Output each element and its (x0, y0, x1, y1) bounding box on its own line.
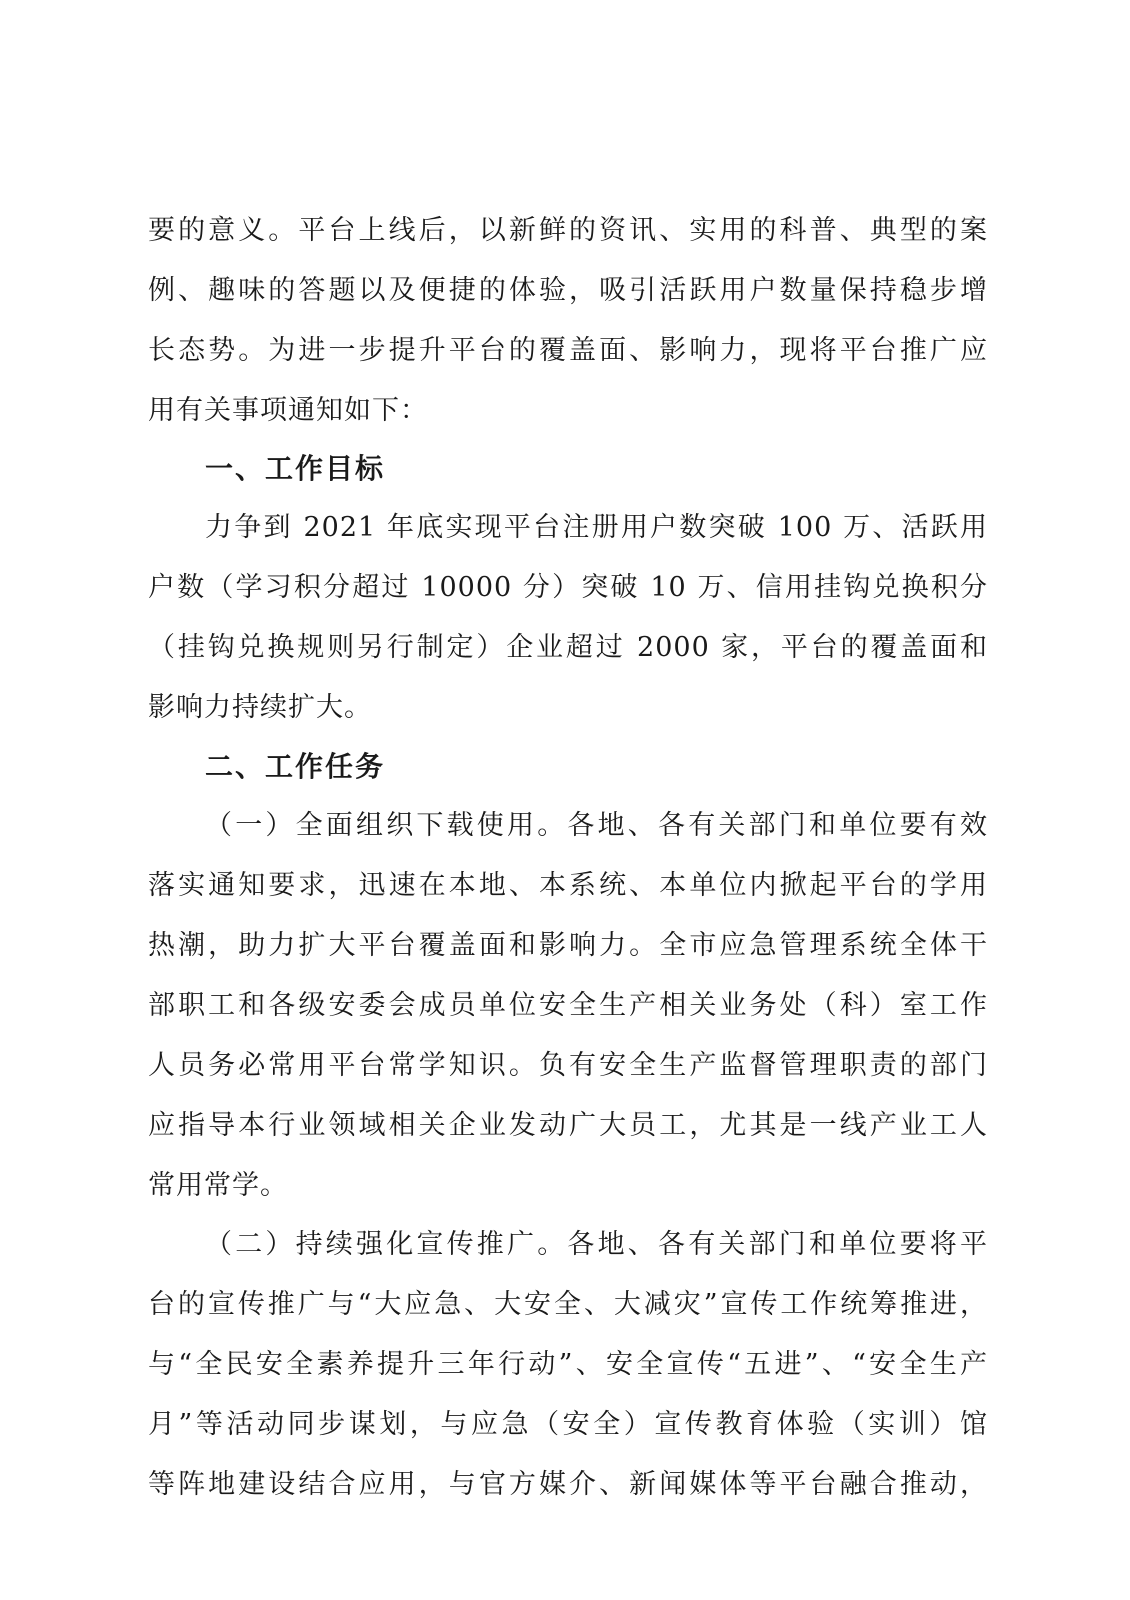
body-line: 落实通知要求，迅速在本地、本系统、本单位内掀起平台的学用 (148, 870, 988, 901)
body-line: 与“全民安全素养提升三年行动”、安全宣传“五进”、“安全生产 (148, 1349, 988, 1380)
body-line: 例、趣味的答题以及便捷的体验，吸引活跃用户数量保持稳步增 (148, 275, 988, 306)
body-line: 要的意义。平台上线后，以新鲜的资讯、实用的科普、典型的案 (148, 215, 988, 246)
body-line: 等阵地建设结合应用，与官方媒介、新闻媒体等平台融合推动， (148, 1469, 988, 1500)
body-line: 台的宣传推广与“大应急、大安全、大减灾”宣传工作统筹推进， (148, 1289, 988, 1320)
body-line: 长态势。为进一步提升平台的覆盖面、影响力，现将平台推广应 (148, 335, 988, 366)
body-line: 部职工和各级安委会成员单位安全生产相关业务处（科）室工作 (148, 990, 988, 1021)
body-line: 应指导本行业领域相关企业发动广大员工，尤其是一线产业工人 (148, 1110, 988, 1141)
body-line: 影响力持续扩大。 (148, 692, 372, 723)
body-line: 用有关事项通知如下： (148, 395, 428, 426)
section-heading-tasks: 二、工作任务 (205, 750, 386, 783)
body-line: 力争到 2021 年底实现平台注册用户数突破 100 万、活跃用 (205, 512, 988, 543)
body-line: 月”等活动同步谋划，与应急（安全）宣传教育体验（实训）馆 (148, 1409, 988, 1440)
body-line: 人员务必常用平台常学知识。负有安全生产监督管理职责的部门 (148, 1050, 988, 1081)
body-line: （一）全面组织下载使用。各地、各有关部门和单位要有效 (205, 810, 988, 841)
body-line: （二）持续强化宣传推广。各地、各有关部门和单位要将平 (205, 1229, 988, 1260)
body-line: 常用常学。 (148, 1170, 288, 1201)
section-heading-goals: 一、工作目标 (205, 452, 386, 485)
body-line: （挂钩兑换规则另行制定）企业超过 2000 家，平台的覆盖面和 (148, 632, 988, 663)
body-line: 热潮，助力扩大平台覆盖面和影响力。全市应急管理系统全体干 (148, 930, 988, 961)
body-line: 户数（学习积分超过 10000 分）突破 10 万、信用挂钩兑换积分 (148, 572, 988, 603)
